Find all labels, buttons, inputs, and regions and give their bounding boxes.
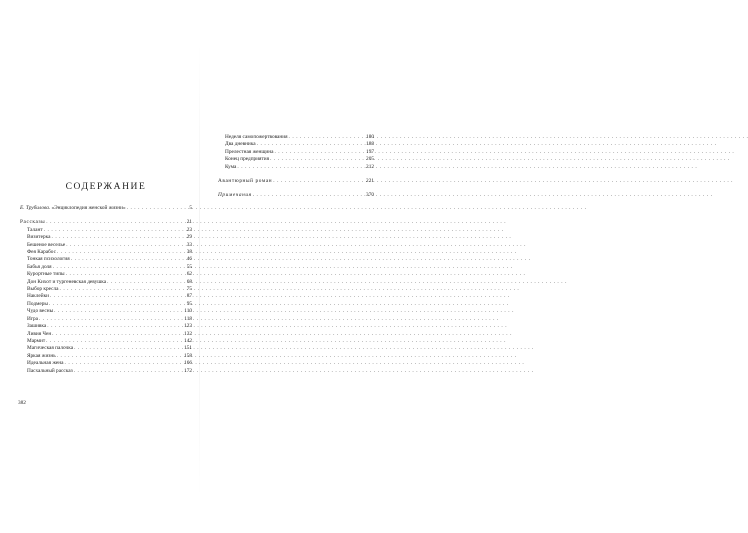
intro-author: Е. Трубилова. (20, 205, 51, 211)
toc-entry: Выбор кресла . . . 75 (20, 286, 192, 293)
toc-section-notes (218, 192, 374, 199)
toc-title: СОДЕРЖАНИЕ (65, 182, 147, 192)
toc-section-label: Авантюрный роман (218, 178, 273, 185)
toc-entry: Мармит . . . 142 (20, 338, 192, 345)
toc-entry: Кума . . . 212 (218, 164, 374, 171)
leader-dots (253, 192, 365, 199)
toc-entry: Наклейки . . . 87 (20, 293, 192, 300)
toc-entry-page: 221 (366, 178, 374, 185)
toc-entry: Талант . . . 23 (20, 227, 192, 234)
right-page (218, 134, 374, 200)
toc-entry: Магическая палочка . . . 151 (20, 345, 192, 352)
left-page (20, 182, 192, 375)
toc-entry: Бабья доля . . . 55 (20, 264, 192, 271)
toc-entry: Подмеры . . . 95 (20, 301, 192, 308)
toc-entry-page: 5 (189, 205, 192, 211)
toc-entry: Идеальная жена . . . 166 (20, 360, 192, 367)
toc-entry-intro (20, 205, 192, 212)
toc-entry: Дон Кихот и тургеневская девушка . . . 68 (20, 279, 192, 286)
toc-stories-list (20, 227, 192, 375)
toc-entry: Яркая жизнь . . . 158 (20, 353, 192, 360)
page-gutter (199, 40, 200, 500)
toc-entry: Ливия Чен . . . 132 (20, 331, 192, 338)
toc-entry: Прелестная женщина . . . 197 (218, 149, 374, 156)
toc-section-stories (20, 219, 192, 226)
toc-stories-continued (218, 134, 374, 171)
leader-dots (273, 178, 365, 185)
toc-entry: Зашивка . . . 123 (20, 323, 192, 330)
toc-entry-label (20, 205, 126, 212)
toc-entry-page: 21 (186, 219, 192, 226)
leader-dots (46, 219, 185, 226)
toc-section-label: Рассказы (20, 219, 46, 226)
toc-entry: Бешеное веселье . . . 33 (20, 242, 192, 249)
toc-entry: Тонкая психология . . . 46 (20, 256, 192, 263)
leader-dots (127, 205, 189, 212)
toc-section-novel (218, 178, 374, 185)
intro-title: «Энциклопедия женской жизни» (51, 205, 126, 211)
page-number: 382 (18, 400, 26, 406)
toc-section-label: Примечания (218, 192, 252, 199)
toc-entry: Курортные типы . . . 62 (20, 271, 192, 278)
toc-entry: Игра . . . 118 (20, 316, 192, 323)
toc-entry-page: 370 (366, 192, 374, 199)
toc-entry: Чудо весны . . . 110 (20, 308, 192, 315)
toc-entry: Фея Карабос . . . 38 (20, 249, 192, 256)
toc-entry: Визитерка . . . 29 (20, 234, 192, 241)
toc-entry: Пасхальный рассказ . . . 172 (20, 368, 192, 375)
toc-entry: Неделя самопожертвования . . . 180 (218, 134, 374, 141)
toc-entry: Конец предприятия . . . 205 (218, 156, 374, 163)
toc-entry: Два дневника . . . 188 (218, 141, 374, 148)
